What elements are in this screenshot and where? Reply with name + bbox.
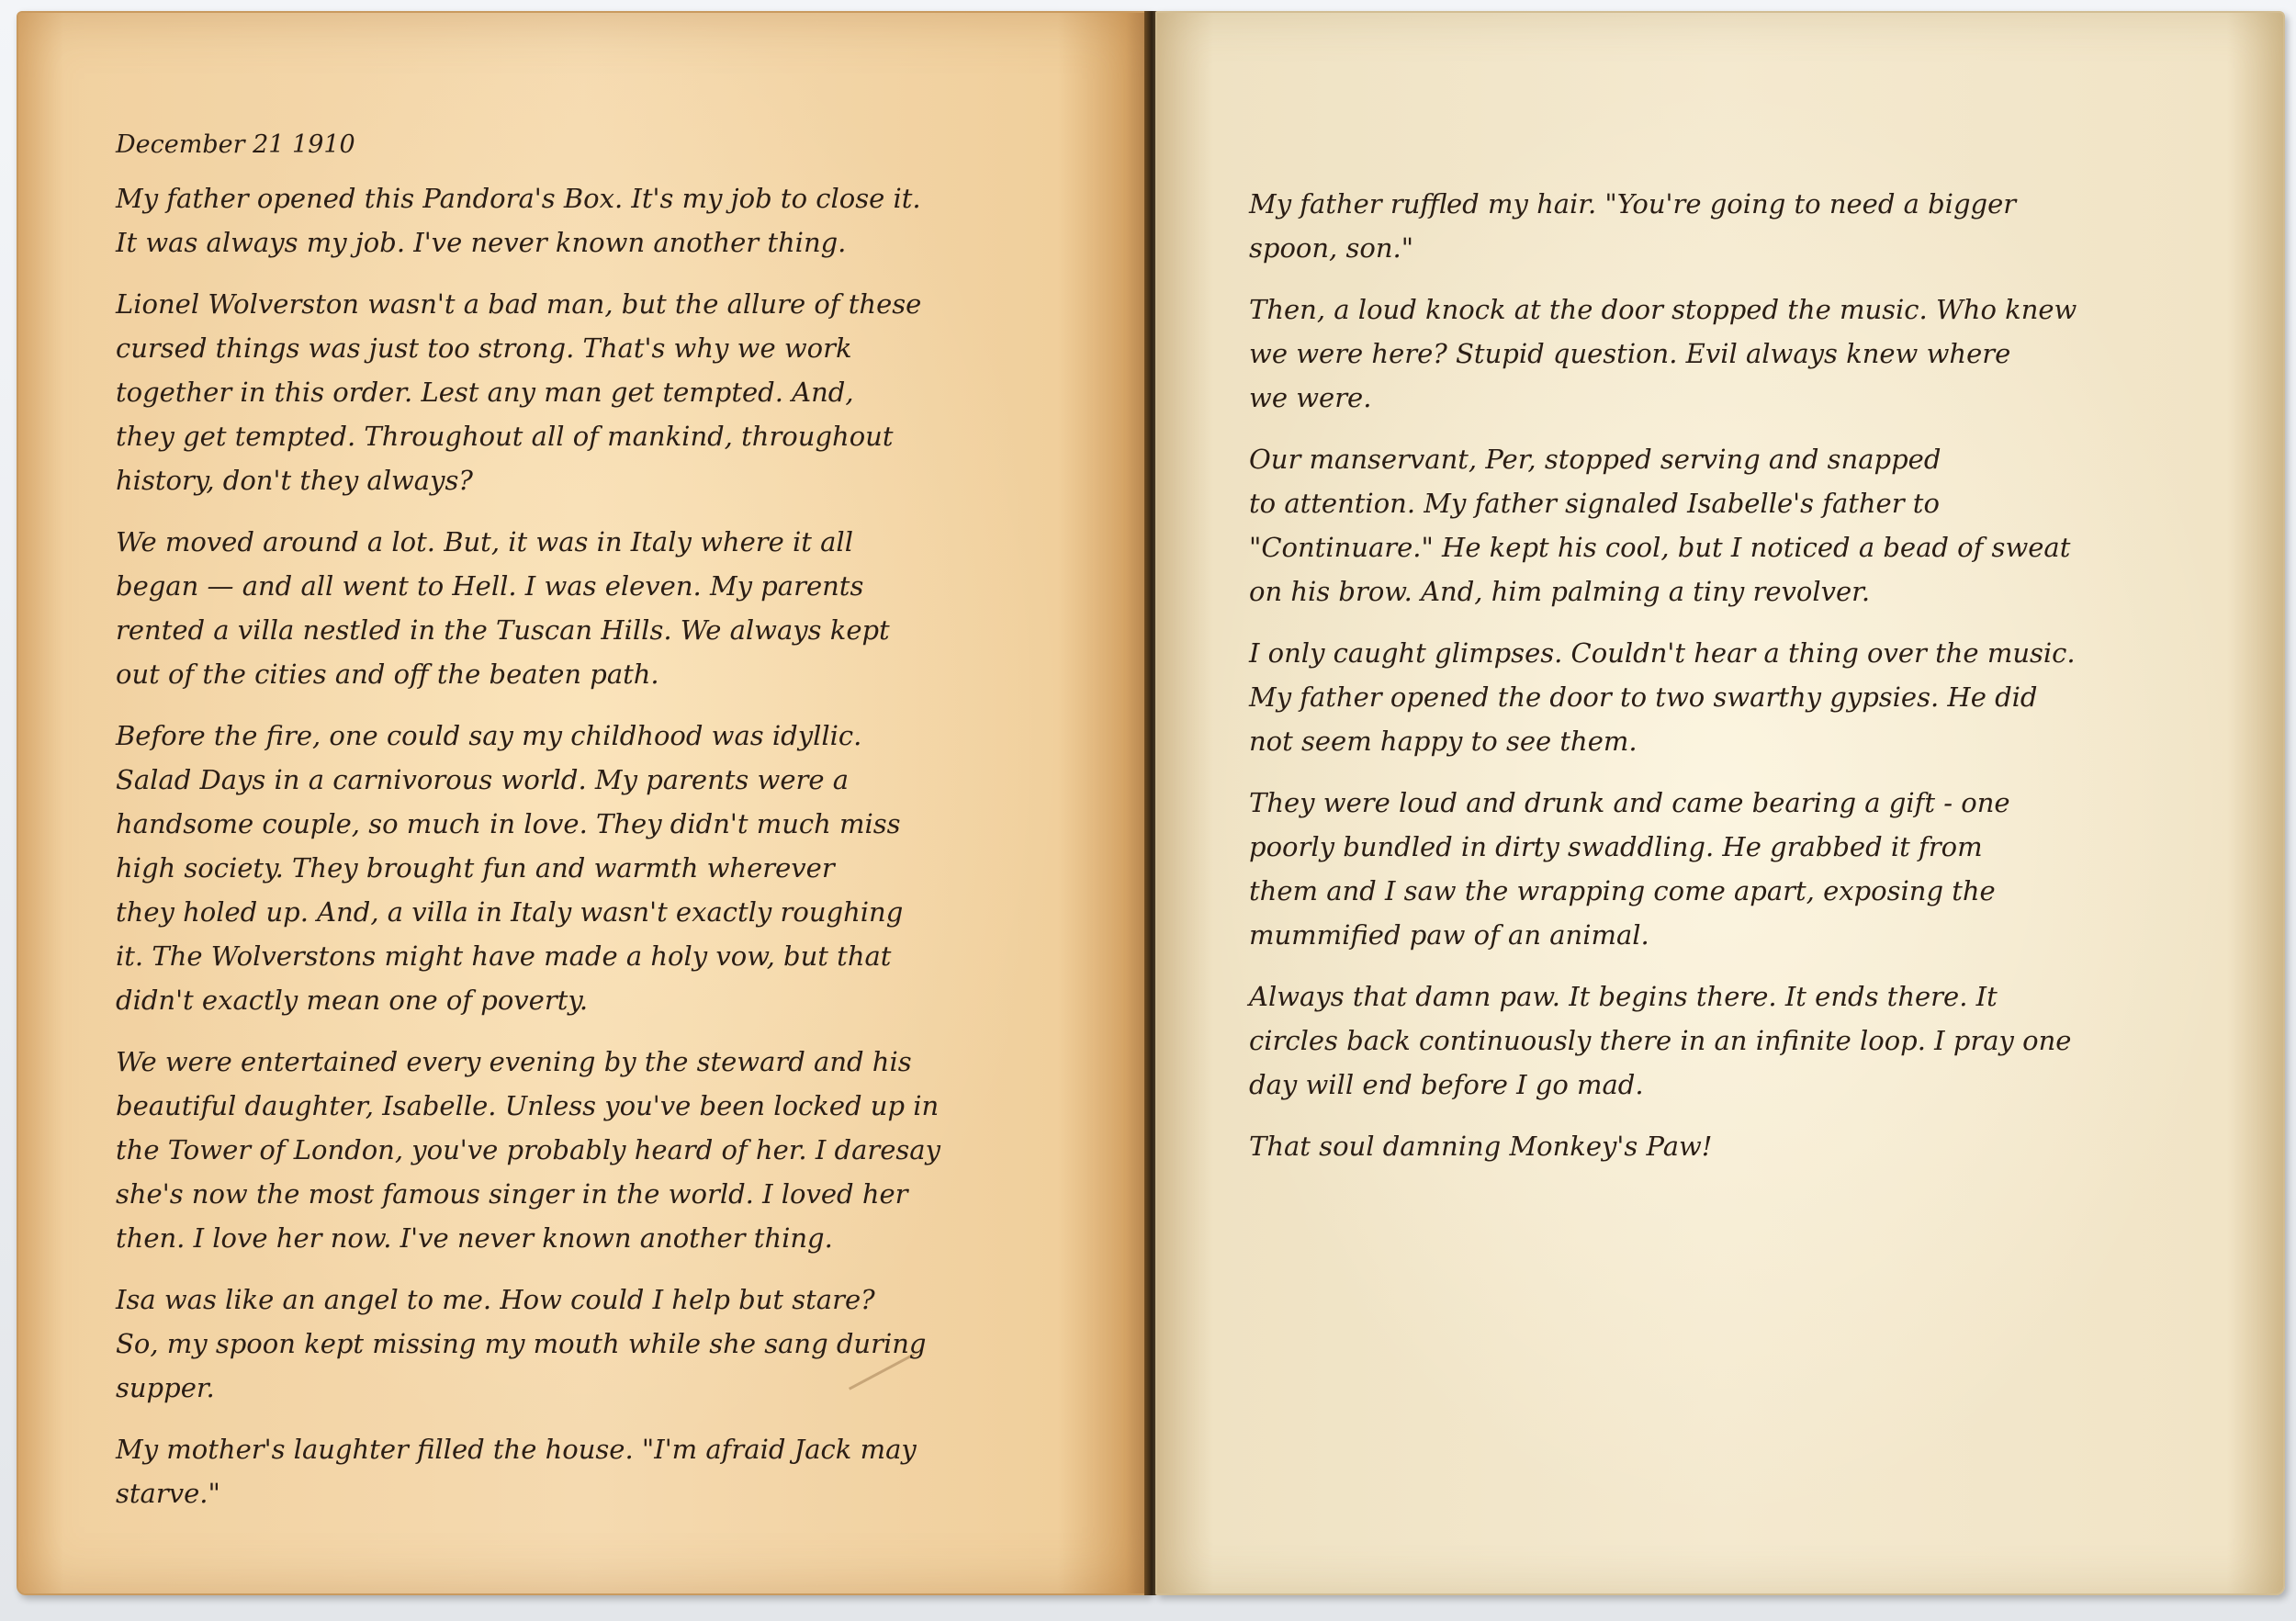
journal-paragraph	[116, 176, 1080, 265]
handwritten-line: I only caught glimpses. Couldn't hear a thing over the music.	[1249, 637, 2076, 669]
journal-paragraph	[1249, 974, 2223, 1107]
right-page	[1155, 11, 2285, 1595]
handwritten-line: day will end before I go mad.	[1249, 1069, 1644, 1100]
open-notebook	[17, 11, 2285, 1600]
handwritten-line: We moved around a lot. But, it was in Italy where it all	[116, 526, 853, 557]
journal-paragraph	[116, 714, 1080, 1022]
handwritten-line: My father opened this Pandora's Box. It's my job to close it.	[116, 183, 921, 214]
left-page-paragraphs	[116, 176, 1080, 1515]
handwritten-line: to attention. My father signaled Isabelle's father to	[1249, 488, 1940, 519]
handwritten-line: poorly bundled in dirty swaddling. He grabbed it from	[1249, 831, 1983, 862]
journal-paragraph	[1249, 631, 2223, 763]
handwritten-line: then. I love her now. I've never known another thing.	[116, 1222, 833, 1254]
handwritten-line: high society. They brought fun and warmth wherever	[116, 852, 835, 884]
handwritten-line: out of the cities and off the beaten path.	[116, 659, 659, 690]
handwritten-line: they holed up. And, a villa in Italy wasn't exactly roughing	[116, 896, 904, 928]
handwritten-line: rented a villa nestled in the Tuscan Hills. We always kept	[116, 614, 890, 646]
handwritten-line: Before the fire, one could say my childhood was idyllic.	[116, 720, 862, 751]
handwritten-line: we were.	[1249, 382, 1372, 413]
handwritten-line: the Tower of London, you've probably heard of her. I daresay	[116, 1134, 940, 1165]
handwritten-line: she's now the most famous singer in the world. I loved her	[116, 1178, 908, 1210]
handwritten-line: we were here? Stupid question. Evil always knew where	[1249, 338, 2011, 369]
handwritten-line: So, my spoon kept missing my mouth while she sang during	[116, 1328, 927, 1359]
handwritten-line: Then, a loud knock at the door stopped the music. Who knew	[1249, 294, 2077, 325]
handwritten-line: not seem happy to see them.	[1249, 726, 1638, 757]
handwritten-line: began — and all went to Hell. I was eleven. My parents	[116, 570, 864, 602]
handwritten-line: together in this order. Lest any man get tempted. And,	[116, 377, 854, 408]
handwritten-line: They were loud and drunk and came bearing a gift - one	[1249, 787, 2010, 818]
journal-paragraph	[116, 282, 1080, 502]
handwritten-line: Our manservant, Per, stopped serving and snapped	[1249, 444, 1941, 475]
handwritten-line: them and I saw the wrapping come apart, exposing the	[1249, 875, 1996, 906]
journal-date: December 21 1910	[116, 130, 355, 159]
left-page-text	[116, 123, 1080, 1533]
left-page	[17, 11, 1150, 1595]
journal-paragraph	[1249, 781, 2223, 957]
handwritten-line: Lionel Wolverston wasn't a bad man, but the allure of these	[116, 288, 922, 320]
journal-paragraph	[1249, 182, 2223, 270]
handwritten-line: circles back continuously there in an infinite loop. I pray one	[1249, 1025, 2072, 1056]
handwritten-line: starve."	[116, 1478, 220, 1509]
handwritten-line: cursed things was just too strong. That's why we work	[116, 332, 852, 364]
journal-paragraph	[116, 1040, 1080, 1260]
handwritten-line: Isa was like an angel to me. How could I help but stare?	[116, 1284, 875, 1315]
handwritten-line: That soul damning Monkey's Paw!	[1249, 1131, 1713, 1162]
right-page-text	[1249, 182, 2223, 1186]
handwritten-line: spoon, son."	[1249, 232, 1414, 264]
handwritten-line: supper.	[116, 1372, 215, 1403]
journal-paragraph	[116, 1427, 1080, 1515]
handwritten-line: mummified paw of an animal.	[1249, 919, 1649, 951]
journal-paragraph	[1249, 1124, 2223, 1168]
handwritten-line: My father opened the door to two swarthy gypsies. He did	[1249, 681, 2038, 713]
handwritten-line: Always that damn paw. It begins there. It ends there. It	[1249, 981, 1998, 1012]
handwritten-line: My father ruffled my hair. "You're going to need a bigger	[1249, 188, 2017, 220]
handwritten-line: We were entertained every evening by the steward and his	[116, 1046, 912, 1077]
handwritten-line: they get tempted. Throughout all of mankind, throughout	[116, 421, 894, 452]
handwritten-line: It was always my job. I've never known another thing.	[116, 227, 847, 258]
handwritten-line: didn't exactly mean one of poverty.	[116, 985, 589, 1016]
handwritten-line: it. The Wolverstons might have made a holy vow, but that	[116, 940, 892, 972]
journal-paragraph	[1249, 437, 2223, 614]
journal-paragraph	[116, 520, 1080, 696]
handwritten-line: Salad Days in a carnivorous world. My parents were a	[116, 764, 850, 795]
handwritten-line: beautiful daughter, Isabelle. Unless you've been locked up in	[116, 1090, 940, 1121]
right-page-paragraphs	[1249, 182, 2223, 1168]
journal-paragraph	[116, 1278, 1080, 1410]
handwritten-line: on his brow. And, him palming a tiny revolver.	[1249, 576, 1871, 607]
handwritten-line: handsome couple, so much in love. They didn't much miss	[116, 808, 901, 839]
handwritten-line: history, don't they always?	[116, 465, 473, 496]
handwritten-line: My mother's laughter filled the house. "I'm afraid Jack may	[116, 1434, 917, 1465]
journal-paragraph	[1249, 287, 2223, 420]
handwritten-line: "Continuare." He kept his cool, but I noticed a bead of sweat	[1249, 532, 2071, 563]
